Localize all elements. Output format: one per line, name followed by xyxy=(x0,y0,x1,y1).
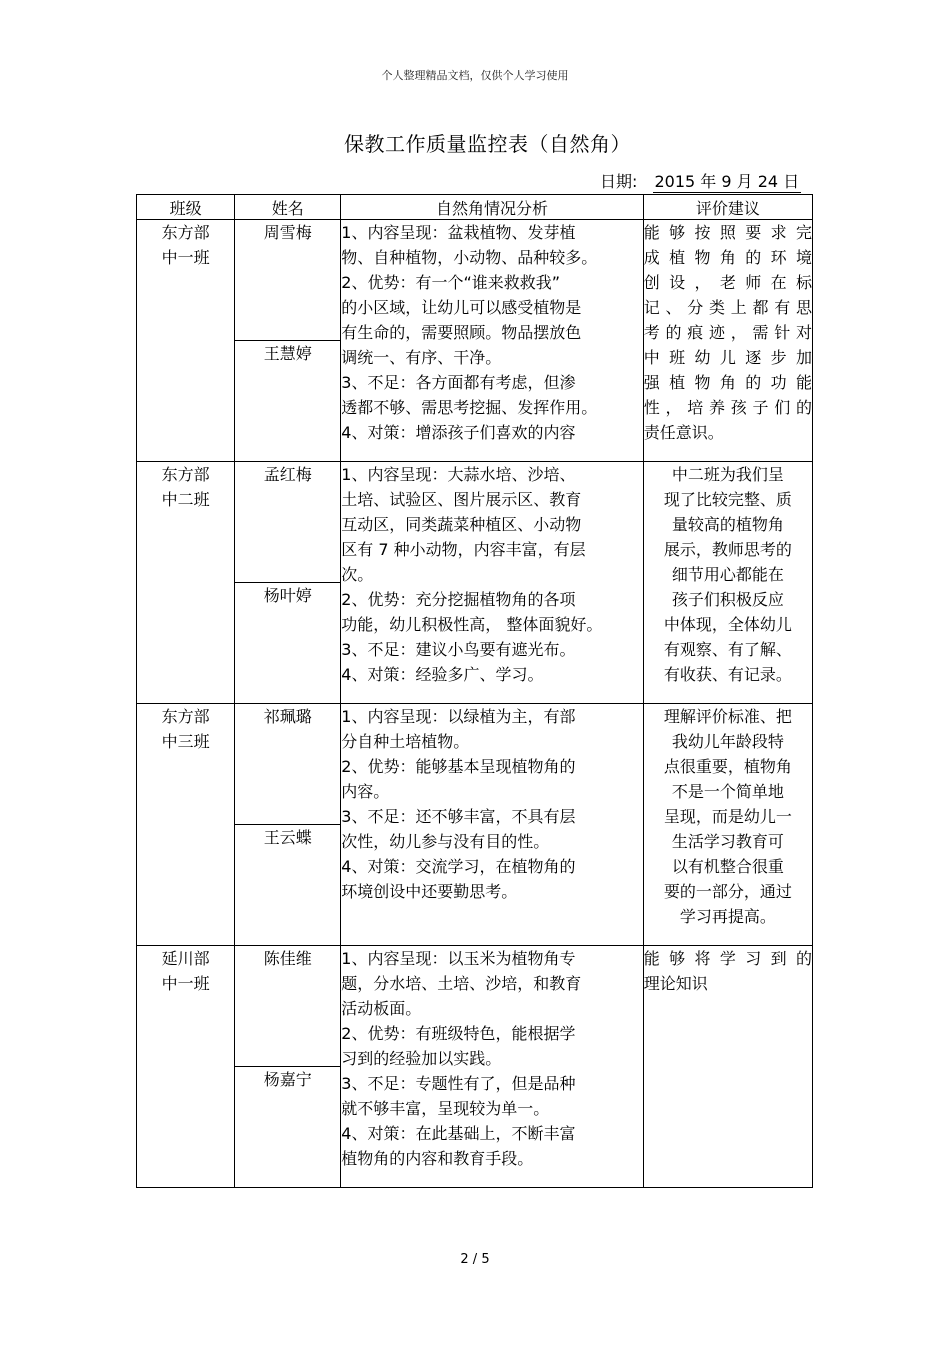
table-row xyxy=(137,462,813,583)
evaluation-line: 记、分类上都有思 xyxy=(643,298,812,317)
class-line: 中三班 xyxy=(161,732,210,751)
evaluation-line: 中二班为我们呈 xyxy=(671,465,784,484)
evaluation-line: 要的一部分，通过 xyxy=(663,882,792,901)
analysis-line: 3、不足：建议小鸟要有遮光布。 xyxy=(341,640,576,659)
analysis-line: 2、优势：充分挖掘植物角的各项 xyxy=(341,590,576,609)
evaluation-line: 责任意识。 xyxy=(643,423,724,442)
evaluation-cell xyxy=(643,462,812,704)
evaluation-line: 理论知识 xyxy=(643,974,708,993)
analysis-line: 题，分水培、土培、沙培，和教育 xyxy=(341,974,582,993)
analysis-line: 4、对策：经验多广、学习。 xyxy=(341,665,544,684)
date-label: 日期: xyxy=(600,172,638,191)
analysis-line: 土培、试验区、图片展示区、教育 xyxy=(341,490,582,509)
analysis-line: 1、内容呈现：以绿植为主，有部 xyxy=(341,707,576,726)
evaluation-line: 中班幼儿逐步加 xyxy=(643,348,812,367)
evaluation-line: 理解评价标准、把 xyxy=(663,707,792,726)
evaluation-line: 有收获、有记录。 xyxy=(663,665,792,684)
analysis-line: 活动板面。 xyxy=(341,999,422,1018)
analysis-line: 功能，幼儿积极性高， 整体面貌好。 xyxy=(341,615,603,634)
analysis-line: 2、优势：能够基本呈现植物角的 xyxy=(341,757,576,776)
evaluation-line: 我幼儿年龄段特 xyxy=(671,732,784,751)
analysis-line: 次性，幼儿参与没有目的性。 xyxy=(341,832,550,851)
table-row xyxy=(137,704,813,825)
date-line xyxy=(600,169,801,192)
analysis-line: 分自种土培植物。 xyxy=(341,732,470,751)
analysis-line: 2、优势：有一个“谁来救救我” xyxy=(341,273,561,292)
analysis-line: 次。 xyxy=(341,565,374,584)
class-line: 中一班 xyxy=(161,974,210,993)
analysis-cell xyxy=(341,704,643,946)
analysis-line: 有生命的，需要照顾。物品摆放色 xyxy=(341,323,582,342)
evaluation-cell xyxy=(643,946,812,1188)
analysis-line: 1、内容呈现：以玉米为植物角专 xyxy=(341,949,576,968)
teacher-name: 祁珮璐 xyxy=(235,704,341,825)
page-number: 2 / 5 xyxy=(460,1252,490,1267)
header-analysis: 自然角情况分析 xyxy=(341,195,643,220)
teacher-name: 周雪梅 xyxy=(235,220,341,341)
evaluation-line: 呈现，而是幼儿一 xyxy=(663,807,792,826)
table-row xyxy=(137,220,813,341)
analysis-line: 3、不足：还不够丰富，不具有层 xyxy=(341,807,576,826)
analysis-line: 物、自种植物，小动物、品种较多。 xyxy=(341,248,598,267)
analysis-line: 互动区，同类蔬菜种植区、小动物 xyxy=(341,515,582,534)
class-line: 东方部 xyxy=(161,707,210,726)
evaluation-line: 能够将学习到的 xyxy=(643,949,812,968)
analysis-line: 区有 7 种小动物，内容丰富，有层 xyxy=(341,540,586,559)
teacher-name: 王慧婷 xyxy=(235,341,341,462)
analysis-line: 透都不够、需思考挖掘、发挥作用。 xyxy=(341,398,598,417)
analysis-line: 习到的经验加以实践。 xyxy=(341,1049,502,1068)
analysis-line: 4、对策：在此基础上，不断丰富 xyxy=(341,1124,576,1143)
evaluation-line: 生活学习教育可 xyxy=(671,832,784,851)
analysis-line: 植物角的内容和教育手段。 xyxy=(341,1149,534,1168)
analysis-line: 3、不足：各方面都有考虑，但渗 xyxy=(341,373,576,392)
evaluation-line: 成植物角的环境 xyxy=(643,248,812,267)
class-line: 中一班 xyxy=(161,248,210,267)
analysis-line: 3、不足：专题性有了，但是品种 xyxy=(341,1074,576,1093)
class-cell xyxy=(137,946,235,1188)
evaluation-line: 强植物角的功能 xyxy=(643,373,812,392)
evaluation-line: 中体现，全体幼儿 xyxy=(663,615,792,634)
evaluation-line: 细节用心都能在 xyxy=(671,565,784,584)
teacher-name: 孟红梅 xyxy=(235,462,341,583)
header-class: 班级 xyxy=(137,195,235,220)
analysis-line: 就不够丰富，呈现较为单一。 xyxy=(341,1099,550,1118)
evaluation-line: 现了比较完整、质 xyxy=(663,490,792,509)
analysis-line: 调统一、有序、干净。 xyxy=(341,348,502,367)
class-cell xyxy=(137,220,235,462)
table-header-row xyxy=(137,195,813,220)
evaluation-line: 以有机整合很重 xyxy=(671,857,784,876)
analysis-line: 的小区域，让幼儿可以感受植物是 xyxy=(341,298,582,317)
teacher-name: 陈佳维 xyxy=(235,946,341,1067)
analysis-cell xyxy=(341,220,643,462)
analysis-line: 4、对策：交流学习，在植物角的 xyxy=(341,857,576,876)
analysis-line: 环境创设中还要勤思考。 xyxy=(341,882,518,901)
header-name: 姓名 xyxy=(235,195,341,220)
class-line: 中二班 xyxy=(161,490,210,509)
class-line: 东方部 xyxy=(161,223,210,242)
evaluation-line: 点很重要，植物角 xyxy=(663,757,792,776)
evaluation-line: 能够按照要求完 xyxy=(643,223,812,242)
analysis-cell xyxy=(341,946,643,1188)
analysis-line: 1、内容呈现：盆栽植物、发芽植 xyxy=(341,223,576,242)
teacher-name: 杨嘉宁 xyxy=(235,1067,341,1188)
evaluation-line: 量较高的植物角 xyxy=(671,515,784,534)
analysis-line: 2、优势：有班级特色，能根据学 xyxy=(341,1024,576,1043)
evaluation-line: 学习再提高。 xyxy=(679,907,776,926)
class-cell xyxy=(137,462,235,704)
page-title: 保教工作质量监控表（自然角） xyxy=(344,132,631,156)
class-cell xyxy=(137,704,235,946)
analysis-line: 1、内容呈现：大蒜水培、沙培、 xyxy=(341,465,576,484)
analysis-line: 4、对策：增添孩子们喜欢的内容 xyxy=(341,423,576,442)
class-line: 延川部 xyxy=(161,949,210,968)
teacher-name: 王云蝶 xyxy=(235,825,341,946)
class-line: 东方部 xyxy=(161,465,210,484)
evaluation-line: 展示，教师思考的 xyxy=(663,540,792,559)
table-row xyxy=(137,946,813,1067)
evaluation-cell xyxy=(643,704,812,946)
date-value: 2015 年 9 月 24 日 xyxy=(654,172,800,191)
header-note: 个人整理精品文档，仅供个人学习使用 xyxy=(381,69,569,82)
evaluation-line: 孩子们积极反应 xyxy=(671,590,784,609)
analysis-line: 内容。 xyxy=(341,782,390,801)
teacher-name: 杨叶婷 xyxy=(235,583,341,704)
monitor-table xyxy=(136,194,813,1188)
analysis-cell xyxy=(341,462,643,704)
evaluation-line: 考的痕迹，需针对 xyxy=(643,323,812,342)
evaluation-cell xyxy=(643,220,812,462)
evaluation-line: 性，培养孩子们的 xyxy=(643,398,812,417)
evaluation-line: 有观察、有了解、 xyxy=(663,640,792,659)
evaluation-line: 不是一个简单地 xyxy=(671,782,784,801)
header-evaluation: 评价建议 xyxy=(643,195,812,220)
evaluation-line: 创设，老师在标 xyxy=(643,273,812,292)
